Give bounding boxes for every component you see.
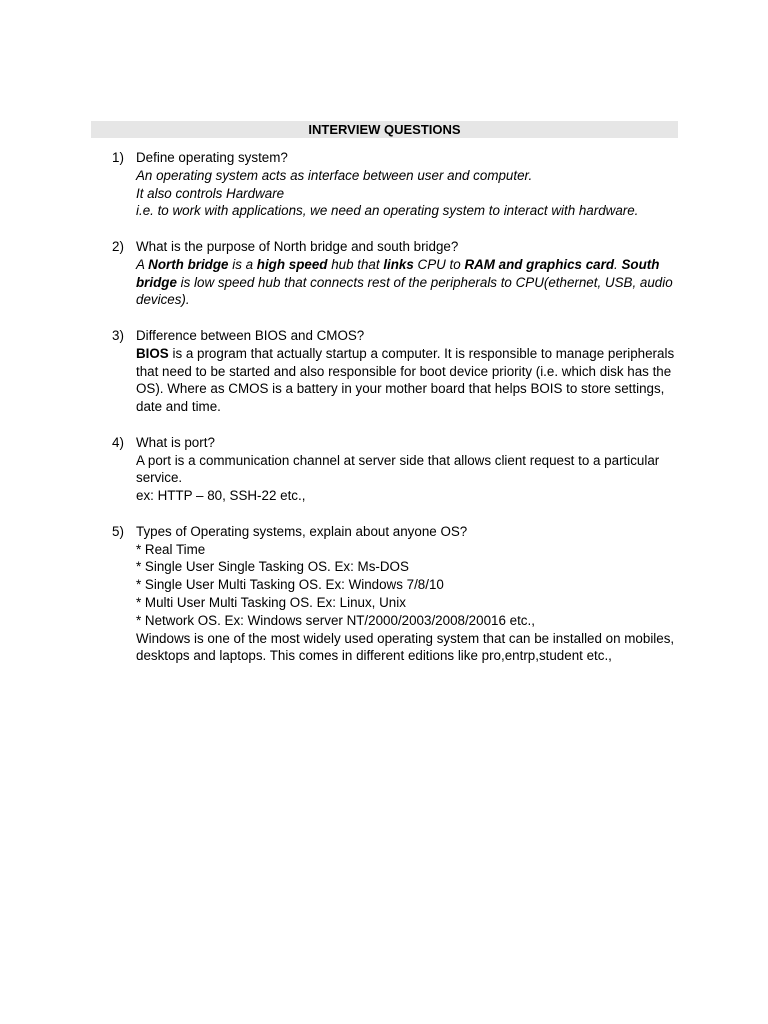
question-item-1 <box>112 149 682 220</box>
question-number: 4) <box>112 434 124 450</box>
answer-segment: hub that <box>327 256 384 272</box>
question-text: What is the purpose of North bridge and south bridge? <box>136 238 459 254</box>
answer-segment-bold: South bridge <box>136 256 660 290</box>
question-text: Types of Operating systems, explain about anyone OS? <box>136 523 468 539</box>
answer-paragraph <box>136 256 682 309</box>
answer-segment: is a <box>228 256 257 272</box>
answer-paragraph: A port is a communication channel at server side that allows client request to a particular service. <box>136 452 660 486</box>
question-item-4 <box>112 434 682 505</box>
os-type-item: * Real Time <box>136 541 206 557</box>
os-type-item: * Network OS. Ex: Windows server NT/2000/2003/2008/20016 etc., <box>136 612 535 628</box>
answer-line: i.e. to work with applications, we need an operating system to interact with hardware. <box>136 203 639 219</box>
answer-segment-bold: RAM and graphics card <box>464 256 614 272</box>
os-type-item: * Single User Multi Tasking OS. Ex: Windows 7/8/10 <box>136 577 444 593</box>
document-title: INTERVIEW QUESTIONS <box>91 121 678 138</box>
answer-segment-bold: North bridge <box>148 256 229 272</box>
question-text: What is port? <box>136 434 215 450</box>
question-item-3 <box>112 327 682 416</box>
answer-segment: A <box>136 256 149 272</box>
question-text: Define operating system? <box>136 150 288 165</box>
os-type-item: * Multi User Multi Tasking OS. Ex: Linux, Unix <box>136 594 406 610</box>
answer-segment: CPU to <box>413 256 465 272</box>
question-item-2 <box>112 238 682 309</box>
question-item-5 <box>112 523 682 665</box>
answer-line: An operating system acts as interface between user and computer. <box>136 167 533 183</box>
question-number: 3) <box>112 327 124 343</box>
question-number: 2) <box>112 238 124 254</box>
answer-line: ex: HTTP – 80, SSH-22 etc., <box>136 488 306 504</box>
answer-segment-bold: links <box>383 256 414 272</box>
os-type-item: * Single User Single Tasking OS. Ex: Ms-DOS <box>136 559 409 575</box>
question-number: 5) <box>112 523 124 539</box>
answer-segment-bold: high speed <box>256 256 328 272</box>
answer-segment: is low speed hub that connects rest of the peripherals to CPU(ethernet, USB, audio devices). <box>136 274 673 308</box>
answer-paragraph <box>136 345 682 416</box>
question-number: 1) <box>112 150 124 165</box>
answer-line: It also controls Hardware <box>136 185 285 201</box>
answer-segment-bold: BIOS <box>136 345 169 361</box>
question-text: Difference between BIOS and CMOS? <box>136 327 365 343</box>
answer-paragraph: Windows is one of the most widely used operating system that can be installed on mobiles, desktops and laptops. This comes in different editions like pro,entrp,student etc., <box>136 630 675 664</box>
answer-segment: is a program that actually startup a computer. It is responsible to manage peripherals that need to be started and also responsible for boot device priority (i.e. which disk has the OS). Where as CMOS is a battery in your mother board that helps BOIS to store settings, date and time. <box>136 345 675 415</box>
question-list <box>112 149 682 683</box>
answer-segment: . <box>614 256 622 272</box>
